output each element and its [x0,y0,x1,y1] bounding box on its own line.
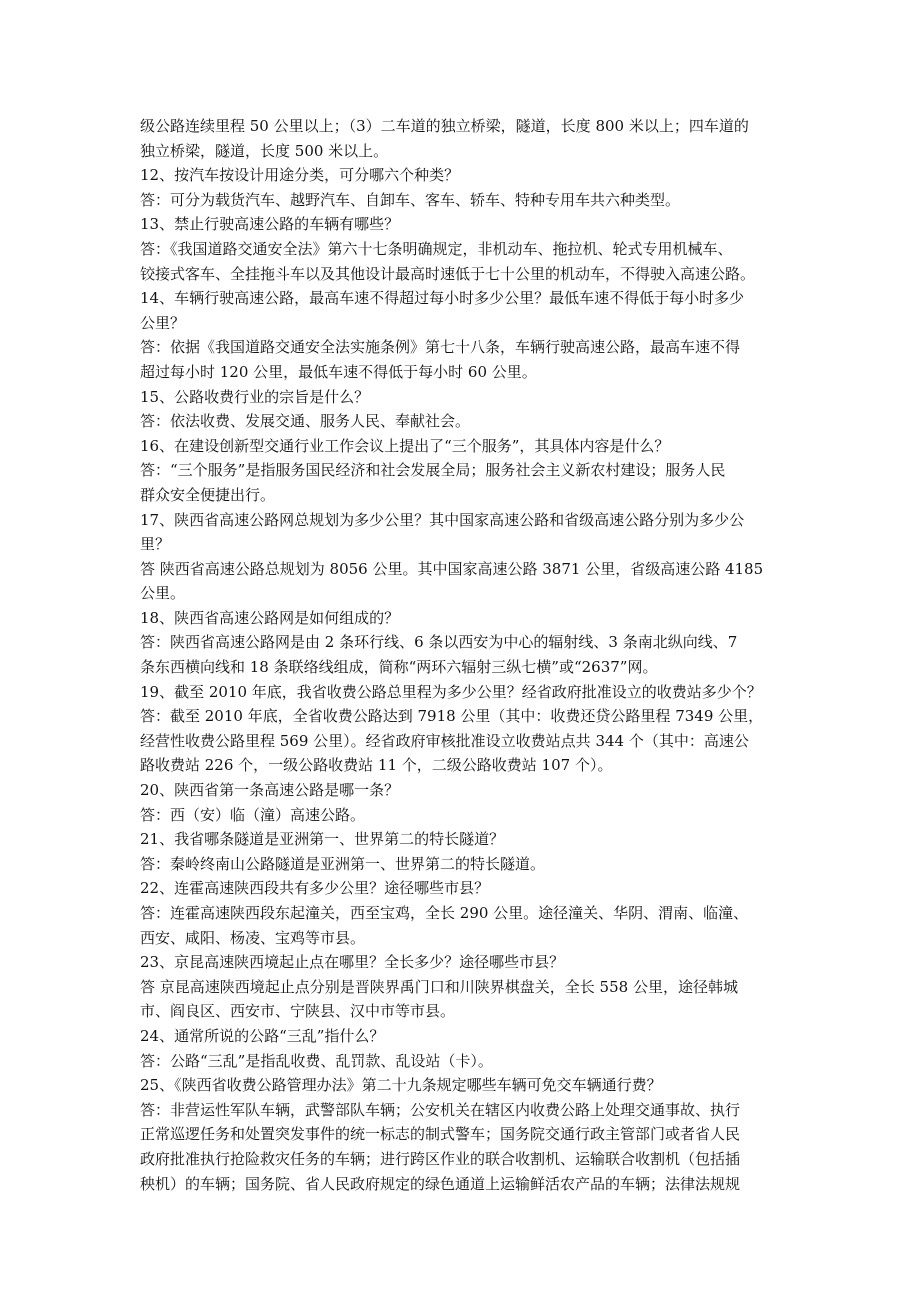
text-line: 政府批准执行抢险救灾任务的车辆；进行跨区作业的联合收割机、运输联合收割机（包括插 [140,1149,741,1168]
text-line: 12、按汽车按设计用途分类，可分哪六个种类？ [140,166,460,185]
text-line: 答：“三个服务”是指服务国民经济和社会发展全局；服务社会主义新农村建设；服务人民 [140,461,726,480]
text-line: 独立桥梁，隧道，长度 500 米以上。 [140,141,389,160]
text-line: 公里。 [140,584,186,603]
text-line: 答：非营运性军队车辆，武警部队车辆；公安机关在辖区内收费公路上处理交通事故、执行 [140,1100,741,1119]
text-line: 经营性收费公路里程 569 公里）。经省政府审核批准设立收费站点共 344 个（其中：高速公 [140,731,749,750]
text-line: 答 陕西省高速公路总规划为 8056 公里。其中国家高速公路 3871 公里，省级高速公路 4185 [140,559,764,578]
text-line: 18、陕西省高速公路网是如何组成的？ [140,608,400,627]
text-line: 里？ [140,535,171,554]
text-line: 答：《我国道路交通安全法》第六十七条明确规定，非机动车、拖拉机、轮式专用机械车、 [140,239,733,258]
text-line: 超过每小时 120 公里，最低车速不得低于每小时 60 公里。 [140,362,537,381]
text-line: 21、我省哪条隧道是亚洲第一、世界第二的特长隧道？ [140,830,505,849]
text-line: 答：可分为载货汽车、越野汽车、自卸车、客车、轿车、特种专用车共六种类型。 [140,190,681,209]
text-line: 16、在建设创新型交通行业工作会议上提出了“三个服务”，其具体内容是什么？ [140,436,670,455]
text-line: 正常巡逻任务和处置突发事件的统一标志的制式警车；国务院交通行政主管部门或者省人民 [140,1125,741,1144]
text-line: 13、禁止行驶高速公路的车辆有哪些？ [140,215,400,234]
text-line: 答：陕西省高速公路网是由 2 条环行线、6 条以西安为中心的辐射线、3 条南北纵向线、7 [140,633,738,652]
text-line: 17、陕西省高速公路网总规划为多少公里？其中国家高速公路和省级高速公路分别为多少公 [140,510,745,529]
text-line: 15、公路收费行业的宗旨是什么？ [140,387,370,406]
text-line: 24、通常所说的公路“三乱”指什么？ [140,1026,385,1045]
text-line: 市、阎良区、西安市、宁陕县、汉中市等市县。 [140,1002,456,1021]
text-line: 答：西（安）临（潼）高速公路。 [140,805,366,824]
text-line: 14、车辆行驶高速公路，最高车速不得超过每小时多少公里？最低车速不得低于每小时多少 [140,289,745,308]
text-line: 路收费站 226 个，一级公路收费站 11 个，二级公路收费站 107 个）。 [140,756,613,775]
text-line: 铰接式客车、全挂拖斗车以及其他设计最高时速低于七十公里的机动车，不得驶入高速公路。 [140,264,756,283]
text-line: 19、截至 2010 年底，我省收费公路总里程为多少公里？经省政府批准设立的收费站多少个？ [140,682,762,701]
text-line: 23、京昆高速陕西境起止点在哪里？全长多少？途径哪些市县？ [140,953,565,972]
text-line: 20、陕西省第一条高速公路是哪一条？ [140,781,400,800]
text-line: 答：公路“三乱”是指乱收费、乱罚款、乱设站（卡）。 [140,1051,493,1070]
text-line: 秧机）的车辆；国务院、省人民政府规定的绿色通道上运输鲜活农产品的车辆；法律法规规 [140,1174,741,1193]
text-line: 群众安全便捷出行。 [140,485,276,504]
text-line: 25、《陕西省收费公路管理办法》第二十九条规定哪些车辆可免交车辆通行费？ [140,1076,662,1095]
text-line: 西安、咸阳、杨凌、宝鸡等市县。 [140,928,366,947]
document-body [140,114,785,1196]
text-line: 答：依法收费、发展交通、服务人民、奉献社会。 [140,412,471,431]
text-line: 答：依据《我国道路交通安全法实施条例》第七十八条，车辆行驶高速公路，最高车速不得 [140,338,741,357]
text-line: 答：秦岭终南山公路隧道是亚洲第一、世界第二的特长隧道。 [140,854,546,873]
text-line: 22、连霍高速陕西段共有多少公里？途径哪些市县？ [140,879,490,898]
text-line: 公里？ [140,313,186,332]
text-line: 级公路连续里程 50 公里以上；（3）二车道的独立桥梁，隧道，长度 800 米以上；四车道的 [140,117,749,135]
text-line: 答：连霍高速陕西段东起潼关，西至宝鸡，全长 290 公里。途径潼关、华阴、渭南、临潼、 [140,904,749,922]
text-line: 条东西横向线和 18 条联络线组成，简称“两环六辐射三纵七横”或“2637”网。 [140,658,658,677]
text-line: 答：截至 2010 年底，全省收费公路达到 7918 公里（其中：收费还贷公路里程 7349 公里， [140,707,764,726]
text-line: 答 京昆高速陕西境起止点分别是晋陕界禹门口和川陕界棋盘关，全长 558 公里，途径韩城 [140,977,738,996]
